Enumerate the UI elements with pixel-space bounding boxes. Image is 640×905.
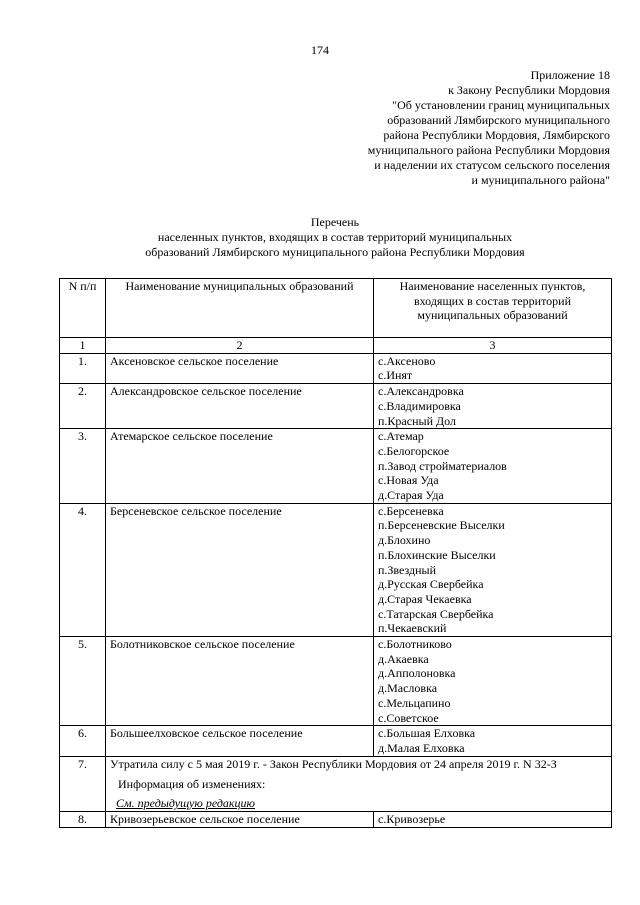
settlements-table [59, 278, 612, 828]
settlement-name: с.Мельцапино [378, 695, 451, 710]
settlement-name: п.Красный Дол [378, 413, 456, 428]
repealed-text: Утратила силу с 5 мая 2019 г. - Закон Республики Мордовия от 24 апреля 2019 г. N 32-З [110, 756, 557, 771]
municipality-name: Александровское сельское поселение [106, 384, 374, 429]
column-number-row [60, 338, 612, 354]
settlement-name: п.Блохинские Выселки [378, 547, 496, 562]
table-row [60, 811, 612, 827]
settlement-name: с.Татарская Свербейка [378, 606, 494, 621]
settlement-list [374, 429, 612, 504]
appendix-line: и муниципального района" [471, 173, 610, 187]
settlement-name: с.Болотниково [378, 637, 452, 652]
settlement-name: п.Звездный [378, 562, 437, 577]
settlement-list [374, 384, 612, 429]
municipality-name: Берсеневское сельское поселение [106, 503, 374, 636]
settlement-name: с.Владимировка [378, 398, 461, 413]
settlement-name: д.Акаевка [378, 651, 429, 666]
row-number: 3. [60, 429, 106, 504]
table-header-row [60, 279, 612, 338]
settlement-list [374, 811, 612, 827]
column-number: 2 [106, 338, 374, 354]
header-settlements: Наименование населенных пунктов, входящих в состав территорий муниципальных образований [374, 279, 612, 338]
settlement-name: д.Старая Уда [378, 488, 444, 503]
repealed-cell [106, 756, 612, 811]
column-number: 3 [374, 338, 612, 354]
table-row [60, 429, 612, 504]
settlement-name: д.Старая Чекаевка [378, 591, 472, 606]
settlement-list [374, 637, 612, 726]
row-number: 7. [60, 756, 106, 811]
municipality-name: Болотниковское сельское поселение [106, 637, 374, 726]
info-label: Информация об изменениях: [118, 777, 266, 792]
settlement-name: с.Большая Елховка [378, 726, 476, 741]
table-row-repealed [60, 756, 612, 811]
municipality-name: Кривозерьевское сельское поселение [106, 811, 374, 827]
header-number: N п/п [60, 279, 106, 338]
settlement-name: с.Новая Уда [378, 473, 439, 488]
previous-edition-link[interactable]: См. предыдущую редакцию [116, 796, 255, 811]
row-number: 4. [60, 503, 106, 636]
appendix-line: и наделении их статусом сельского поселения [374, 158, 610, 172]
table-row [60, 503, 612, 636]
appendix-line: "Об установлении границ муниципальных [392, 98, 610, 112]
settlement-name: д.Блохино [378, 533, 431, 548]
row-number: 8. [60, 811, 106, 827]
municipality-name: Аксеновское сельское поселение [106, 353, 374, 383]
settlement-name: с.Кривозерье [378, 811, 446, 826]
settlement-name: д.Малая Елховка [378, 740, 465, 755]
column-number: 1 [60, 338, 106, 354]
settlement-name: п.Чекаевский [378, 621, 447, 636]
document-title [0, 215, 640, 260]
appendix-line: образований Лямбирского муниципального [387, 113, 610, 127]
table-body [60, 353, 612, 756]
settlement-name: п.Завод стройматериалов [378, 458, 507, 473]
settlement-name: с.Берсеневка [378, 503, 444, 518]
municipality-name: Большеелховское сельское поселение [106, 726, 374, 756]
row-number: 1. [60, 353, 106, 383]
appendix-line: района Республики Мордовия, Лямбирского [383, 128, 610, 142]
page-number: 174 [311, 43, 329, 57]
settlement-name: с.Белогорское [378, 443, 450, 458]
title-line: образований Лямбирского муниципального района Республики Мордовия [145, 245, 525, 259]
title-line: Перечень [310, 215, 360, 229]
table-row [60, 637, 612, 726]
settlement-name: с.Аксеново [378, 353, 436, 368]
settlement-name: с.Советское [378, 710, 439, 725]
appendix-line: Приложение 18 [530, 68, 610, 82]
appendix-line: к Закону Республики Мордовия [448, 83, 610, 97]
settlement-list [374, 726, 612, 756]
settlement-name: д.Апполоновка [378, 666, 456, 681]
settlement-list [374, 503, 612, 636]
appendix-header [368, 68, 610, 188]
settlement-name: с.Александровка [378, 384, 464, 399]
table-row [60, 384, 612, 429]
row-number: 2. [60, 384, 106, 429]
header-municipality: Наименование муниципальных образований [106, 279, 374, 338]
row-number: 6. [60, 726, 106, 756]
settlement-name: д.Русская Свербейка [378, 577, 484, 592]
settlement-list [374, 353, 612, 383]
table-row [60, 353, 612, 383]
municipality-name: Атемарское сельское поселение [106, 429, 374, 504]
row-number: 5. [60, 637, 106, 726]
table-row [60, 726, 612, 756]
settlement-name: с.Атемар [378, 429, 424, 444]
title-line: населенных пунктов, входящих в состав территорий муниципальных [157, 230, 513, 244]
settlement-name: с.Инят [378, 368, 413, 383]
settlement-name: п.Берсеневские Выселки [378, 518, 505, 533]
appendix-line: муниципального района Республики Мордовия [367, 143, 610, 157]
settlement-name: д.Масловка [378, 681, 438, 696]
